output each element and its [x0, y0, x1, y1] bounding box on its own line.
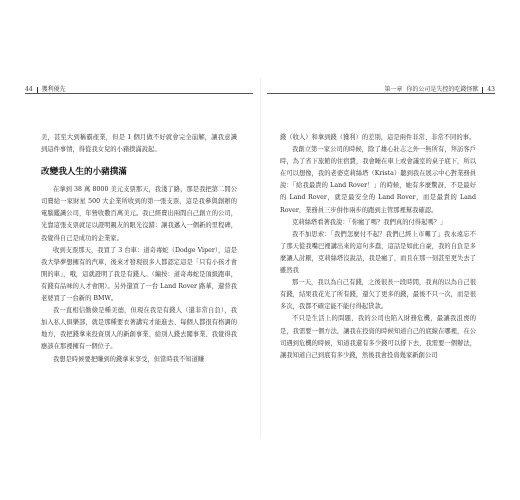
body-paragraph: 在拿到 38 萬 8000 美元支票那天，我淺了路，那是我把第二間公司賣給一家財星 500 大企業所收到的第一張支票，這是我參與創辦的電腦鑑識公司，年營收數百萬美元。我已經賣出兩間自己創立的公司，光靠這張支票就足以證明親友的眼光沒錯：讓我邁入一個新的里程碑，我覺得自己是成功的企業家。 — [41, 186, 237, 242]
left-page-body — [41, 132, 237, 366]
header-separator — [482, 87, 483, 93]
left-header-rule — [25, 93, 253, 94]
left-opening-paragraph: 美，甚至大到稱霸產業，但是 1 個月做不好就會完全崩解，讓我意識到這件事情，得從我女兒的小豬撲滿說起。 — [41, 134, 237, 154]
chapter-title: 你的公司是失控的吃錢怪獸 — [406, 86, 479, 93]
book-title: 獲利優先 — [41, 86, 66, 93]
body-paragraph: 不只是生活上的問題，我的公司也陷入財務危機，最讓我沮喪的是，我需要一個方法，讓我在投資的時候知道自己的底線在哪裡，在公司遇到危機的時候，知道我還有多少錢可以撐下去，我需要一個辦法，讓我知道自己到底有多少錢，然後我會投資幾家新創公司 — [280, 315, 476, 359]
body-paragraph: 我不加思索：「我們怎麼付不起？我們已經上市囉了」我永遠忘不了那天從我嘴巴裡講出來的這句多蠢，這話是如此自豪，我的自負是多麼讓人討厭，克莉絲塔沒說話，我是瘋了，而且在那一刻甚至更失去了雖然我 — [280, 230, 476, 275]
book-gutter — [260, 78, 261, 438]
left-page-header — [25, 84, 66, 93]
right-page-header — [385, 84, 496, 93]
body-paragraph: 克莉絲塔看著我說：「你瘋了嗎？我們真的付得起嗎？」 — [292, 218, 447, 226]
right-header-rule — [267, 93, 495, 94]
right-opening-paragraph: 錢（收入）和拿到錢（獲利）的差別，這是兩件非常、非常不同的事。 — [280, 134, 476, 141]
book-spread — [17, 78, 503, 438]
body-paragraph: 我一直相信勤儉是種美德，但現在我是有錢人（還非常自負），我加入私人俱樂部，就是那種要衣著講究才能進去、每個人都很有格調的地方，我把錢拿來投資別人的新創事業、給別人錢去闖事業、我覺得我應該在那裡擁有一個位子。 — [41, 307, 237, 351]
section-heading: 改變我人生的小豬撲滿 — [41, 167, 127, 178]
body-paragraph: 收到支票那天，我買了 3 台車：道奇毒蛇（Dodge Viper），這是我大學夢想擁有的汽車，後來才發現很多人都認定這是「只有小孩才會開的車」，哦，這就證明了我是有錢人。（編按：道奇毒蛇是頂級跑車，有錢有品味的人才會開）。另外還買了一台 Land Rover 路華，還替我老婆買了一台新的 BMW。 — [41, 246, 237, 303]
chapter-label: 第一章 — [384, 86, 403, 93]
body-paragraph: 那一天，我以為自己有錢，之後很長一段時間，我真的以為自己很有錢，結果我花光了所有錢，還欠了更多的錢，最後不只一次，而是很多次，我都不確定能不能付得起貸款。 — [280, 279, 476, 311]
right-page-number: 43 — [487, 86, 495, 93]
body-paragraph: 我想是時候要把賺到的錢拿來享受，但當時我不知道賺 — [53, 355, 205, 363]
left-page-number: 44 — [25, 86, 33, 93]
right-page-body — [280, 132, 476, 362]
body-paragraph: 我創立第一家公司的時候，除了雄心壯志之外一無所有，拜訪客戶時，為了省下旅館的住宿費，我會睡在車上或會議室的桌子底下，所以在可以想像，我的老婆克莉絲塔（Krista）聽到我在展示中心對業務員說：「給我最貴的 Land Rover！」的時候，她有多麼驚訝，不是最好的 Land Rover，就是最安全的 Land Rover，而是最貴的 Land Rover，業務員三步併作兩步的跑到主管那裡幫我確認。 — [280, 146, 476, 214]
header-separator — [37, 87, 38, 93]
